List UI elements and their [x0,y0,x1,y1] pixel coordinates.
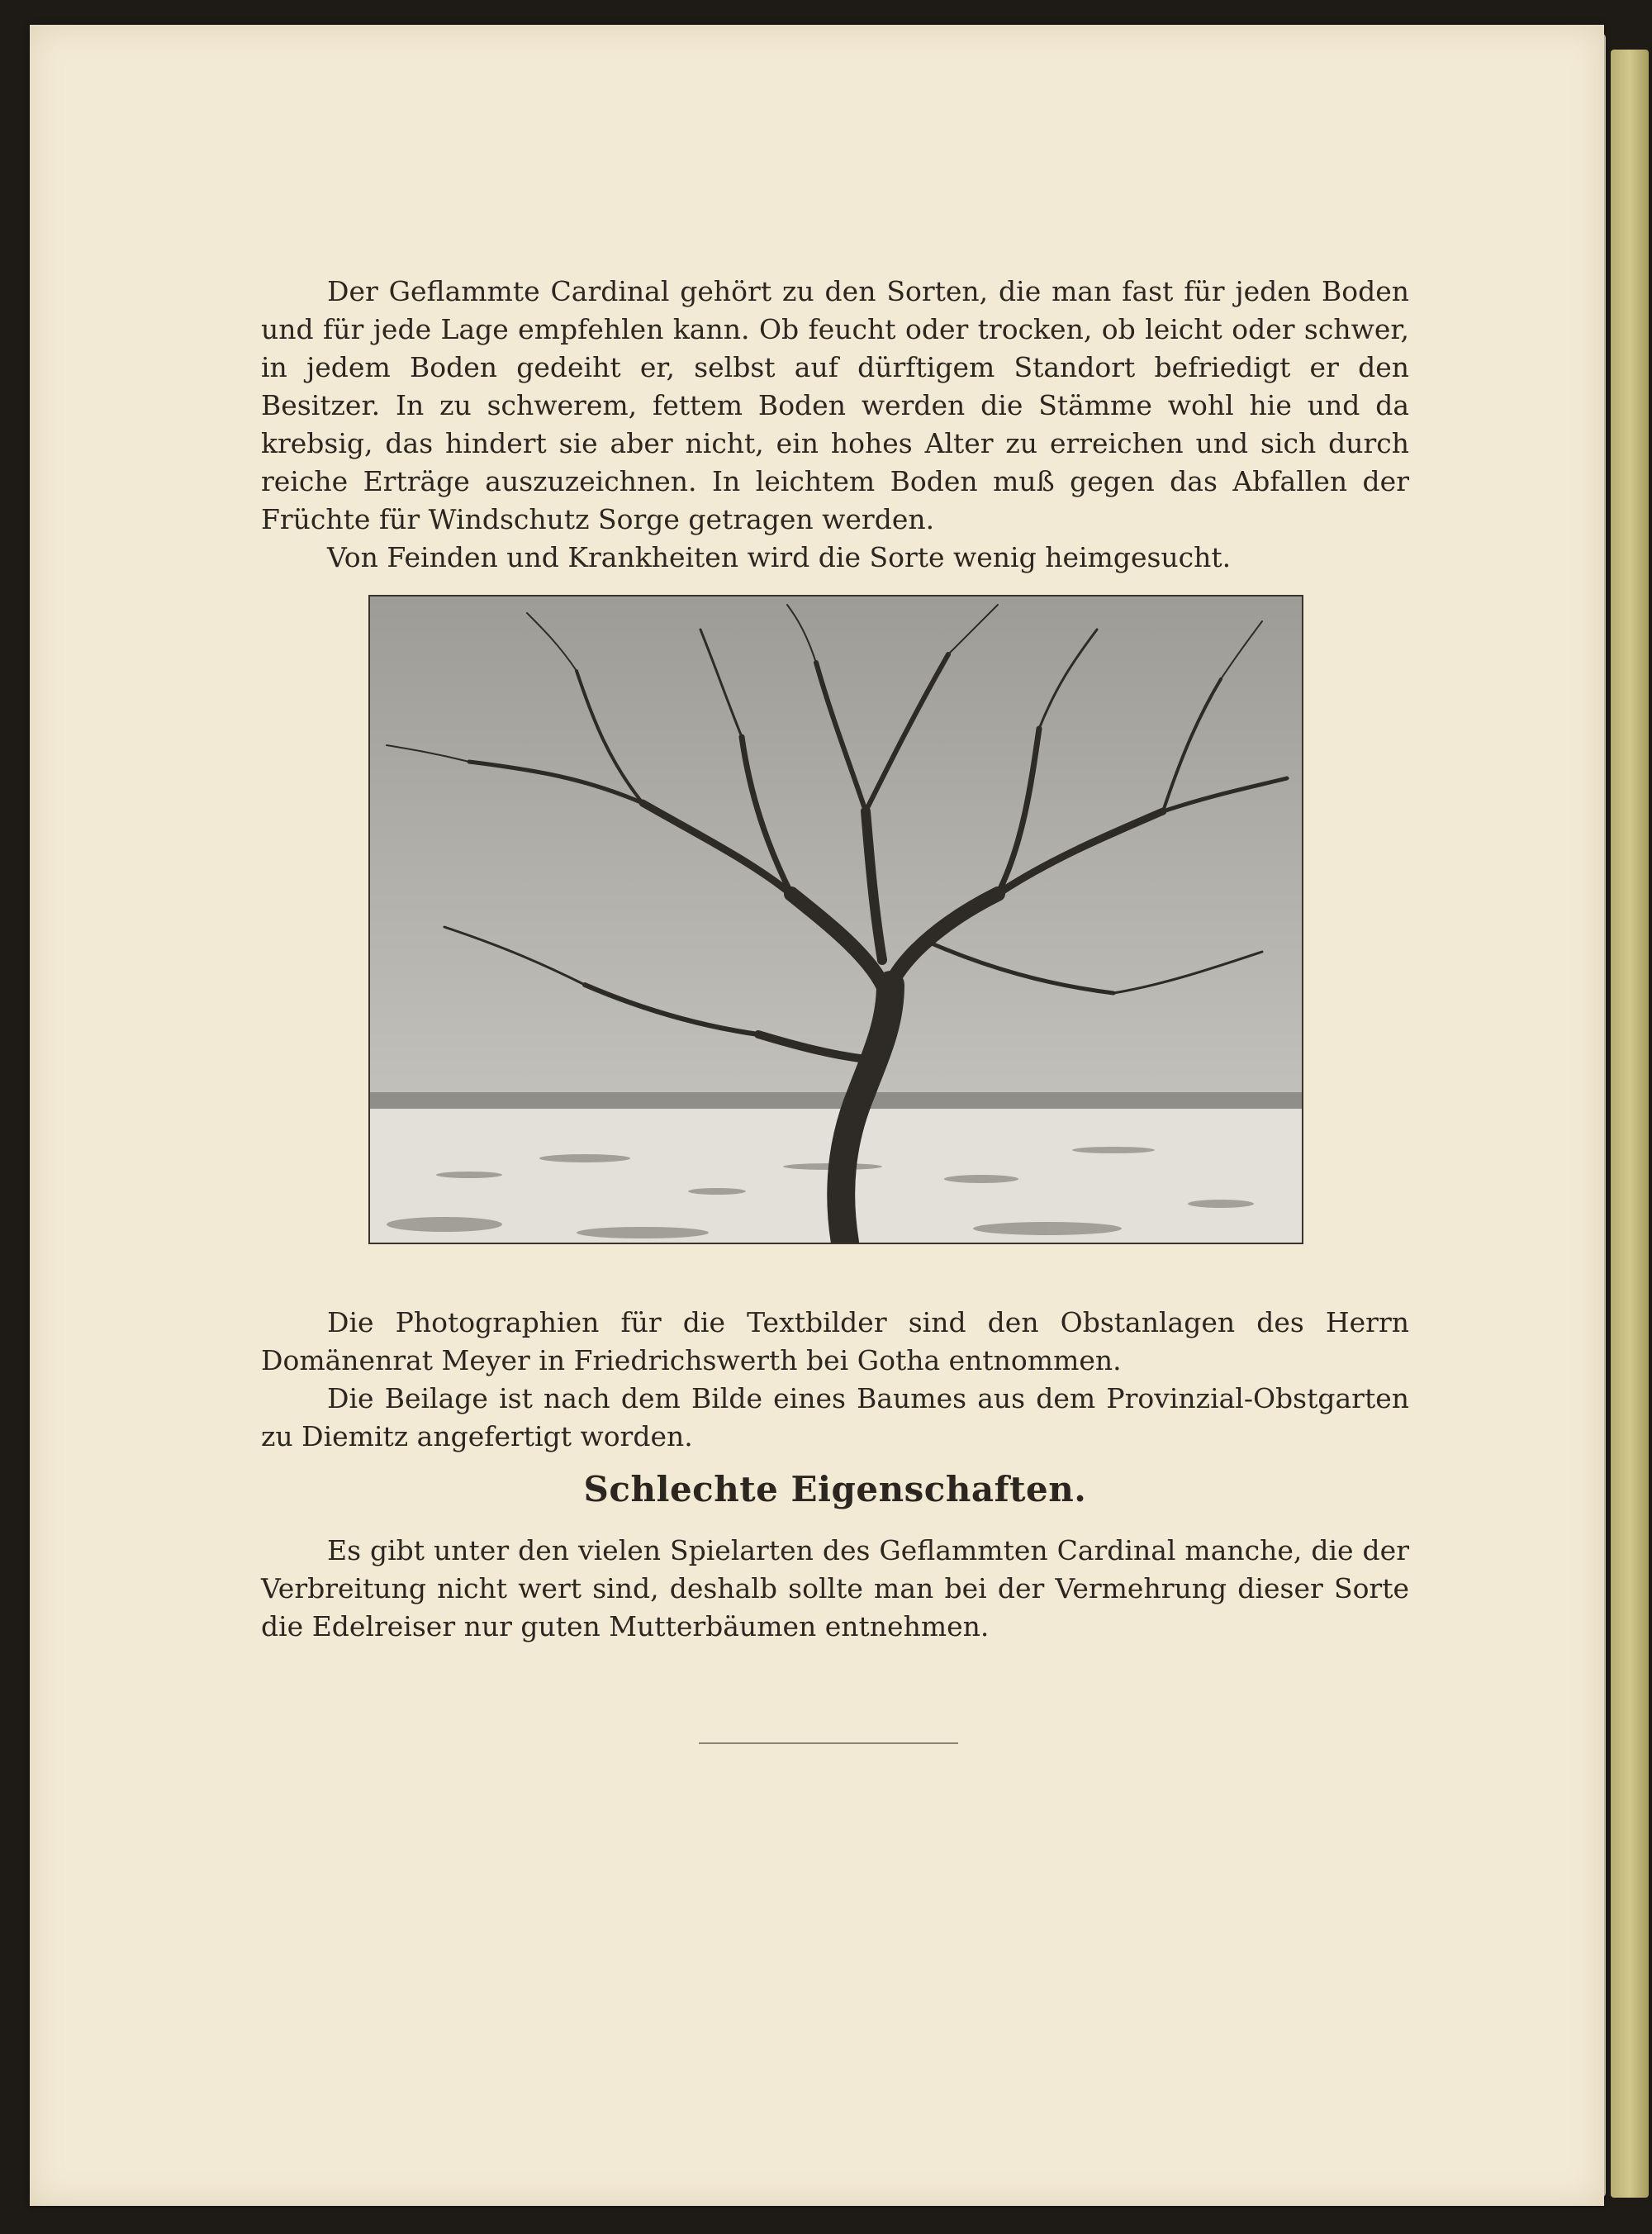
tree-photograph [368,595,1303,1244]
bad-properties-block [261,1532,1409,1646]
paragraph-photographs: Die Photographien für die Textbilder sind den Obstanlagen des Herrn Domänenrat Meyer in Friedrichswerth bei Gotha entnommen. [261,1306,1409,1376]
photo-credit-block [261,1304,1409,1456]
section-heading: Schlechte Eigenschaften. [583,1469,1087,1509]
paragraph-varieties: Es gibt unter den vielen Spielarten des Geflammten Cardinal manche, die der Verbreitung nicht wert sind, deshalb sollte man bei der Vermehrung dieser Sorte die Edelreiser nur guten Mutterbäumen entnehmen. [261,1534,1409,1642]
book-page [30,25,1604,2206]
paragraph-soil: Der Geflammte Cardinal gehört zu den Sorten, die man fast für jeden Boden und für jede Lage empfehlen kann. Ob feucht oder trocken, ob leicht oder schwer, in jedem Boden gedeiht er, selbst auf dürftigem Standort befriedigt er den Besitzer. In zu schwerem, fettem Boden werden die Stämme wohl hie und da krebsig, das hindert sie aber nicht, ein hohes Alter zu erreichen und sich durch reiche Erträge auszuzeichnen. In leichtem Boden muß gegen das Abfallen der Früchte für Windschutz Sorge getragen werden. [261,275,1409,535]
intro-text-block [261,273,1409,577]
paragraph-pests: Von Feinden und Krankheiten wird die Sorte wenig heimgesucht. [327,541,1232,573]
book-edge-strip [1611,50,1649,2198]
closing-rule [699,1742,958,1744]
paragraph-beilage: Die Beilage ist nach dem Bilde eines Baumes aus dem Provinzial-Obstgarten zu Diemitz angefertigt worden. [261,1382,1409,1452]
photo-sky [370,597,1302,1109]
bare-tree-illustration [370,597,1302,1243]
